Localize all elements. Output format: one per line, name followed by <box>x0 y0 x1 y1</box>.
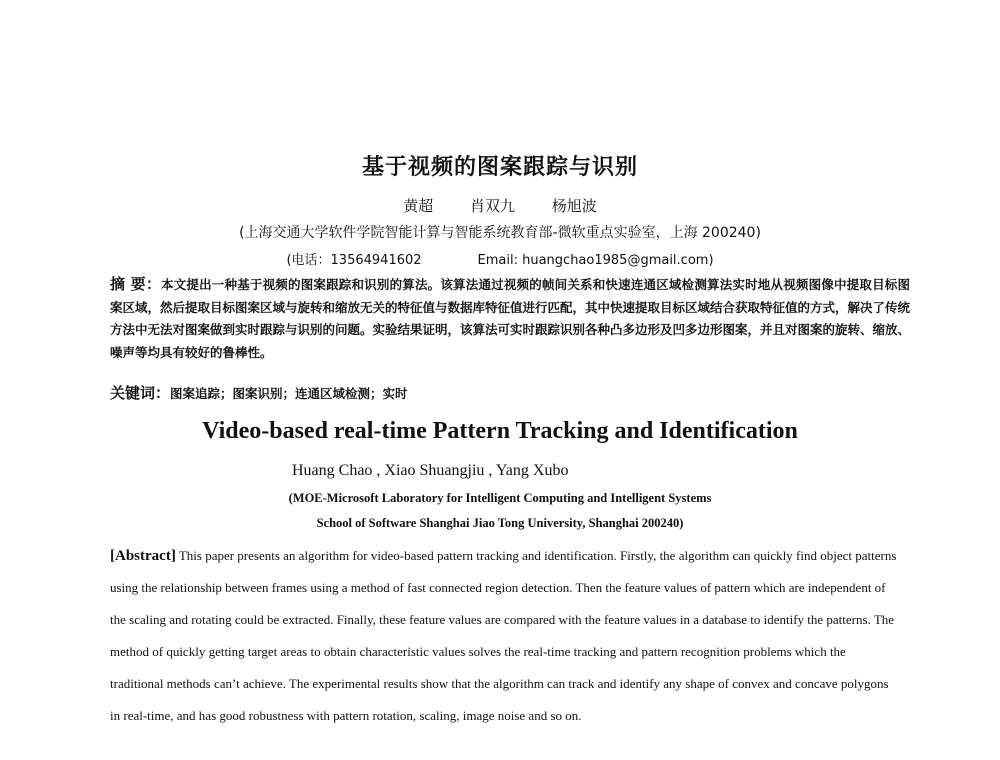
chinese-keywords-text: 图案追踪；图案识别；连通区域检测；实时 <box>170 386 408 401</box>
chinese-author: 肖双九 <box>469 197 515 215</box>
chinese-title: 基于视频的图案跟踪与识别 <box>361 155 638 180</box>
english-abstract-text: This paper presents an algorithm for video-based pattern tracking and identification. Firstly, the algorithm can quickly find object patterns using the relationship between frames using a method of fast connected region detection. Then the feature values of pattern which are independent of the scaling and rotating could be extracted. Finally, these feature values are compared with the feature values in a database to identify the patterns. The method of quickly getting target areas to obtain characteristic values solves the real-time tracking and pattern recognition problems which the traditional methods can’t achieve. The experimental results show that the algorithm can track and identify any shape of convex and concave polygons in real-time, and has good robustness with pattern rotation, scaling, image noise and so on. <box>110 548 897 723</box>
chinese-affiliation: (上海交通大学软件学院智能计算与智能系统教育部-微软重点实验室，上海 200240) <box>239 225 761 241</box>
english-affiliation-line1: (MOE-Microsoft Laboratory for Intelligent Computing and Intelligent Systems <box>288 491 712 505</box>
phone-text: (电话：13564941602 <box>286 253 422 268</box>
chinese-author: 黄超 <box>403 197 434 215</box>
chinese-abstract <box>110 273 910 364</box>
chinese-authors <box>0 195 1000 216</box>
english-authors: Huang Chao , Xiao Shuangjiu , Yang Xubo <box>292 462 569 479</box>
chinese-contact <box>0 249 1000 268</box>
chinese-author: 杨旭波 <box>551 197 597 215</box>
chinese-keywords <box>110 382 408 403</box>
chinese-keywords-label: 关键词： <box>110 384 171 402</box>
english-abstract <box>110 540 900 732</box>
email-text: Email: huangchao1985@gmail.com) <box>477 253 714 268</box>
english-title: Video-based real-time Pattern Tracking and Identification <box>202 418 798 444</box>
english-abstract-label: [Abstract] <box>110 548 176 564</box>
english-affiliation-line2: School of Software Shanghai Jiao Tong University, Shanghai 200240) <box>316 516 684 530</box>
chinese-abstract-text: 本文提出一种基于视频的图案跟踪和识别的算法。该算法通过视频的帧间关系和快速连通区域检测算法实时地从视频图像中提取目标图案区域，然后提取目标图案区域与旋转和缩放无关的特征值与数据库特征值进行匹配，其中快速提取目标区域结合获取特征值的方式，解决了传统方法中无法对图案做到实时跟踪与识别的问题。实验结果证明，该算法可实时跟踪识别各种凸多边形及凹多边形图案，并且对图案的旋转、缩放、噪声等均具有较好的鲁棒性。 <box>110 277 911 360</box>
chinese-abstract-label: 摘 要： <box>110 275 162 293</box>
